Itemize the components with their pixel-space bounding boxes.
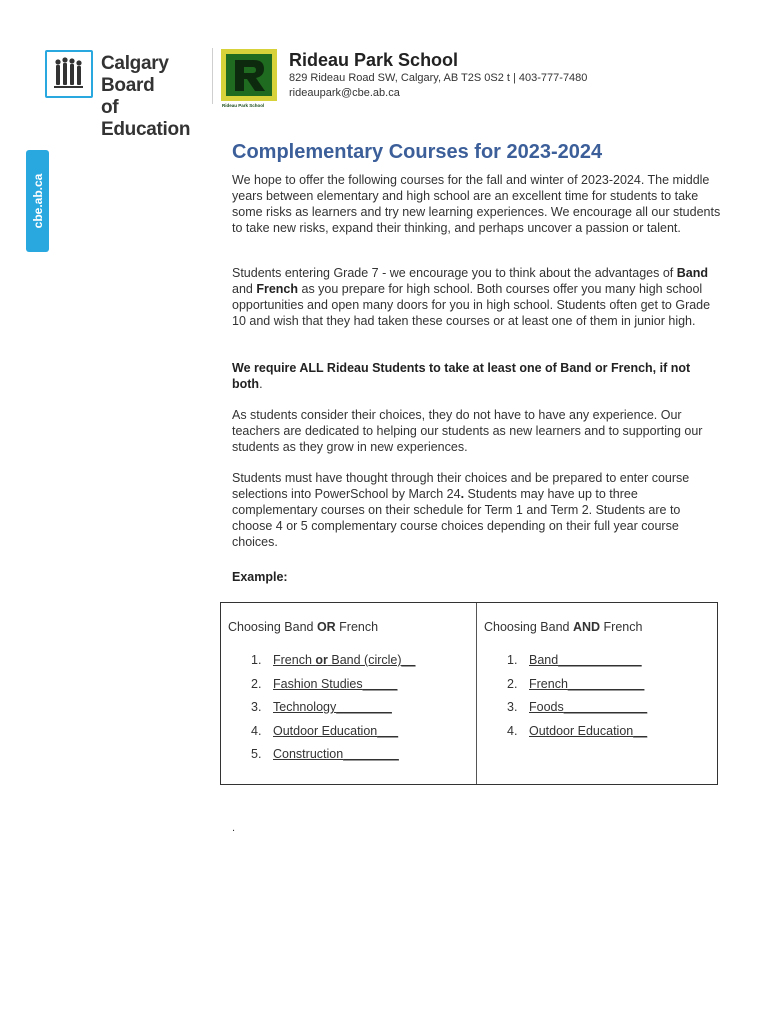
grade7-french: French bbox=[256, 282, 299, 296]
trailing-dot: . bbox=[232, 822, 236, 834]
item-text: Band bbox=[529, 653, 559, 667]
list-item-text bbox=[529, 677, 644, 691]
cbe-name-line1: Calgary Board bbox=[101, 53, 169, 96]
list-item-text bbox=[529, 700, 647, 714]
deadline-text-2: Students may have up to three complementary courses on their schedule for Term 1 and Term 2. Students are to choose 4 or 5 complementary course choices depending on their full year course choices. bbox=[232, 487, 681, 549]
example-heading-and bbox=[484, 620, 642, 634]
grade7-and: and bbox=[232, 282, 257, 296]
item-fill: ___ bbox=[377, 723, 399, 738]
school-email[interactable]: rideaupark@cbe.ab.ca bbox=[289, 87, 400, 99]
requirement-end: . bbox=[259, 377, 263, 391]
item-fill: ___________ bbox=[567, 676, 645, 691]
school-name: Rideau Park School bbox=[289, 50, 459, 70]
heading-and-bold: AND bbox=[572, 620, 601, 634]
list-number: 1. bbox=[507, 653, 518, 667]
heading-or-pre: Choosing Band bbox=[228, 620, 317, 634]
list-item bbox=[251, 676, 415, 700]
list-number: 4. bbox=[251, 723, 262, 738]
list-number: 3. bbox=[251, 700, 262, 714]
grade7-text-2: as you prepare for high school. Both courses offer you many high school opportunities and open many doors for you in high school. Students often get to Grade 10 and wish that they had taken these courses or at least one of them in junior high. bbox=[232, 282, 711, 328]
list-item-text bbox=[273, 700, 392, 714]
item-fill: ________ bbox=[343, 747, 399, 761]
example-list-or bbox=[251, 652, 415, 770]
list-item-text bbox=[529, 724, 647, 738]
cbe-name-line2: of Education bbox=[101, 97, 191, 140]
item-text: French bbox=[273, 653, 316, 667]
heading-or-post: French bbox=[335, 620, 379, 634]
heading-or-bold: OR bbox=[316, 620, 336, 634]
item-text: Outdoor Education bbox=[273, 723, 378, 738]
heading-and-post: French bbox=[600, 620, 643, 634]
item-text: Construction bbox=[273, 747, 344, 761]
list-number: 2. bbox=[251, 676, 262, 691]
item-fill: __ bbox=[633, 723, 648, 738]
example-table bbox=[220, 602, 718, 785]
item-fill: ____________ bbox=[563, 700, 648, 714]
deadline-dot: . bbox=[460, 487, 465, 501]
list-number: 5. bbox=[251, 747, 262, 761]
example-heading-or bbox=[228, 620, 378, 634]
item-bold: or bbox=[315, 653, 328, 667]
list-item-text bbox=[273, 747, 399, 761]
list-item bbox=[251, 746, 415, 770]
item-fill: ________ bbox=[336, 700, 392, 714]
experience-paragraph: As students consider their choices, they do not have to have any experience. Our teachers are dedicated to helping our students as new learners and to supporting our students as they grow in new experiences. bbox=[232, 408, 703, 454]
item-fill: __ bbox=[401, 653, 416, 667]
side-tab-label: cbe.ab.ca bbox=[30, 173, 45, 229]
grade7-text-1: Students entering Grade 7 - we encourage you to think about the advantages of bbox=[232, 266, 677, 280]
list-item-text bbox=[273, 653, 415, 667]
item-text: Fashion Studies bbox=[273, 676, 363, 691]
list-item bbox=[507, 676, 647, 700]
deadline-text-1: Students must have thought through their choices and be prepared to enter course selections into PowerSchool by March 24 bbox=[232, 471, 690, 501]
list-item bbox=[507, 699, 647, 723]
school-address: 829 Rideau Road SW, Calgary, AB T2S 0S2 t | 403-777-7480 bbox=[289, 72, 588, 84]
item-text: Foods bbox=[529, 700, 564, 714]
list-item bbox=[507, 723, 647, 747]
cbe-side-tab[interactable] bbox=[26, 150, 49, 252]
example-list-and bbox=[507, 652, 647, 746]
list-item bbox=[251, 652, 415, 676]
list-item-text bbox=[273, 677, 397, 691]
list-item bbox=[251, 699, 415, 723]
list-number: 3. bbox=[507, 700, 518, 714]
page-title: Complementary Courses for 2023-2024 bbox=[232, 141, 603, 163]
list-item bbox=[251, 723, 415, 747]
requirement-text: We require ALL Rideau Students to take at least one of Band or French, if not both bbox=[232, 361, 691, 391]
list-item bbox=[507, 652, 647, 676]
example-label: Example: bbox=[232, 570, 288, 584]
item-text: French bbox=[529, 676, 568, 691]
cbe-people-icon bbox=[45, 50, 93, 98]
item-text: Technology bbox=[273, 700, 337, 714]
example-column-and bbox=[477, 603, 717, 784]
list-number: 2. bbox=[507, 676, 518, 691]
item-text: Outdoor Education bbox=[529, 723, 634, 738]
grade7-paragraph bbox=[232, 265, 724, 329]
item-text-post: Band (circle) bbox=[327, 653, 402, 667]
list-number: 4. bbox=[507, 723, 518, 738]
cbe-name bbox=[101, 53, 205, 141]
cbe-logo bbox=[45, 50, 205, 140]
heading-and-pre: Choosing Band bbox=[484, 620, 573, 634]
list-item-text bbox=[273, 724, 398, 738]
intro-paragraph: We hope to offer the following courses for the fall and winter of 2023-2024. The middle years between elementary and high school are an excellent time for students to take some risks as learners and try new learning experiences. We encourage all our students to take new risks, expand their thinking, and perhaps uncover a passion or talent. bbox=[232, 173, 721, 235]
list-item-text bbox=[529, 653, 642, 667]
requirement-paragraph bbox=[232, 360, 724, 392]
grade7-band: Band bbox=[676, 266, 708, 280]
item-fill: ____________ bbox=[558, 653, 642, 667]
list-number: 1. bbox=[251, 653, 262, 667]
item-fill: _____ bbox=[362, 676, 398, 691]
example-column-or bbox=[221, 603, 477, 784]
logo-divider bbox=[212, 48, 213, 104]
rideau-park-caption: Rideau Park School bbox=[222, 103, 265, 108]
deadline-paragraph bbox=[232, 470, 724, 550]
rideau-park-logo bbox=[220, 48, 278, 110]
